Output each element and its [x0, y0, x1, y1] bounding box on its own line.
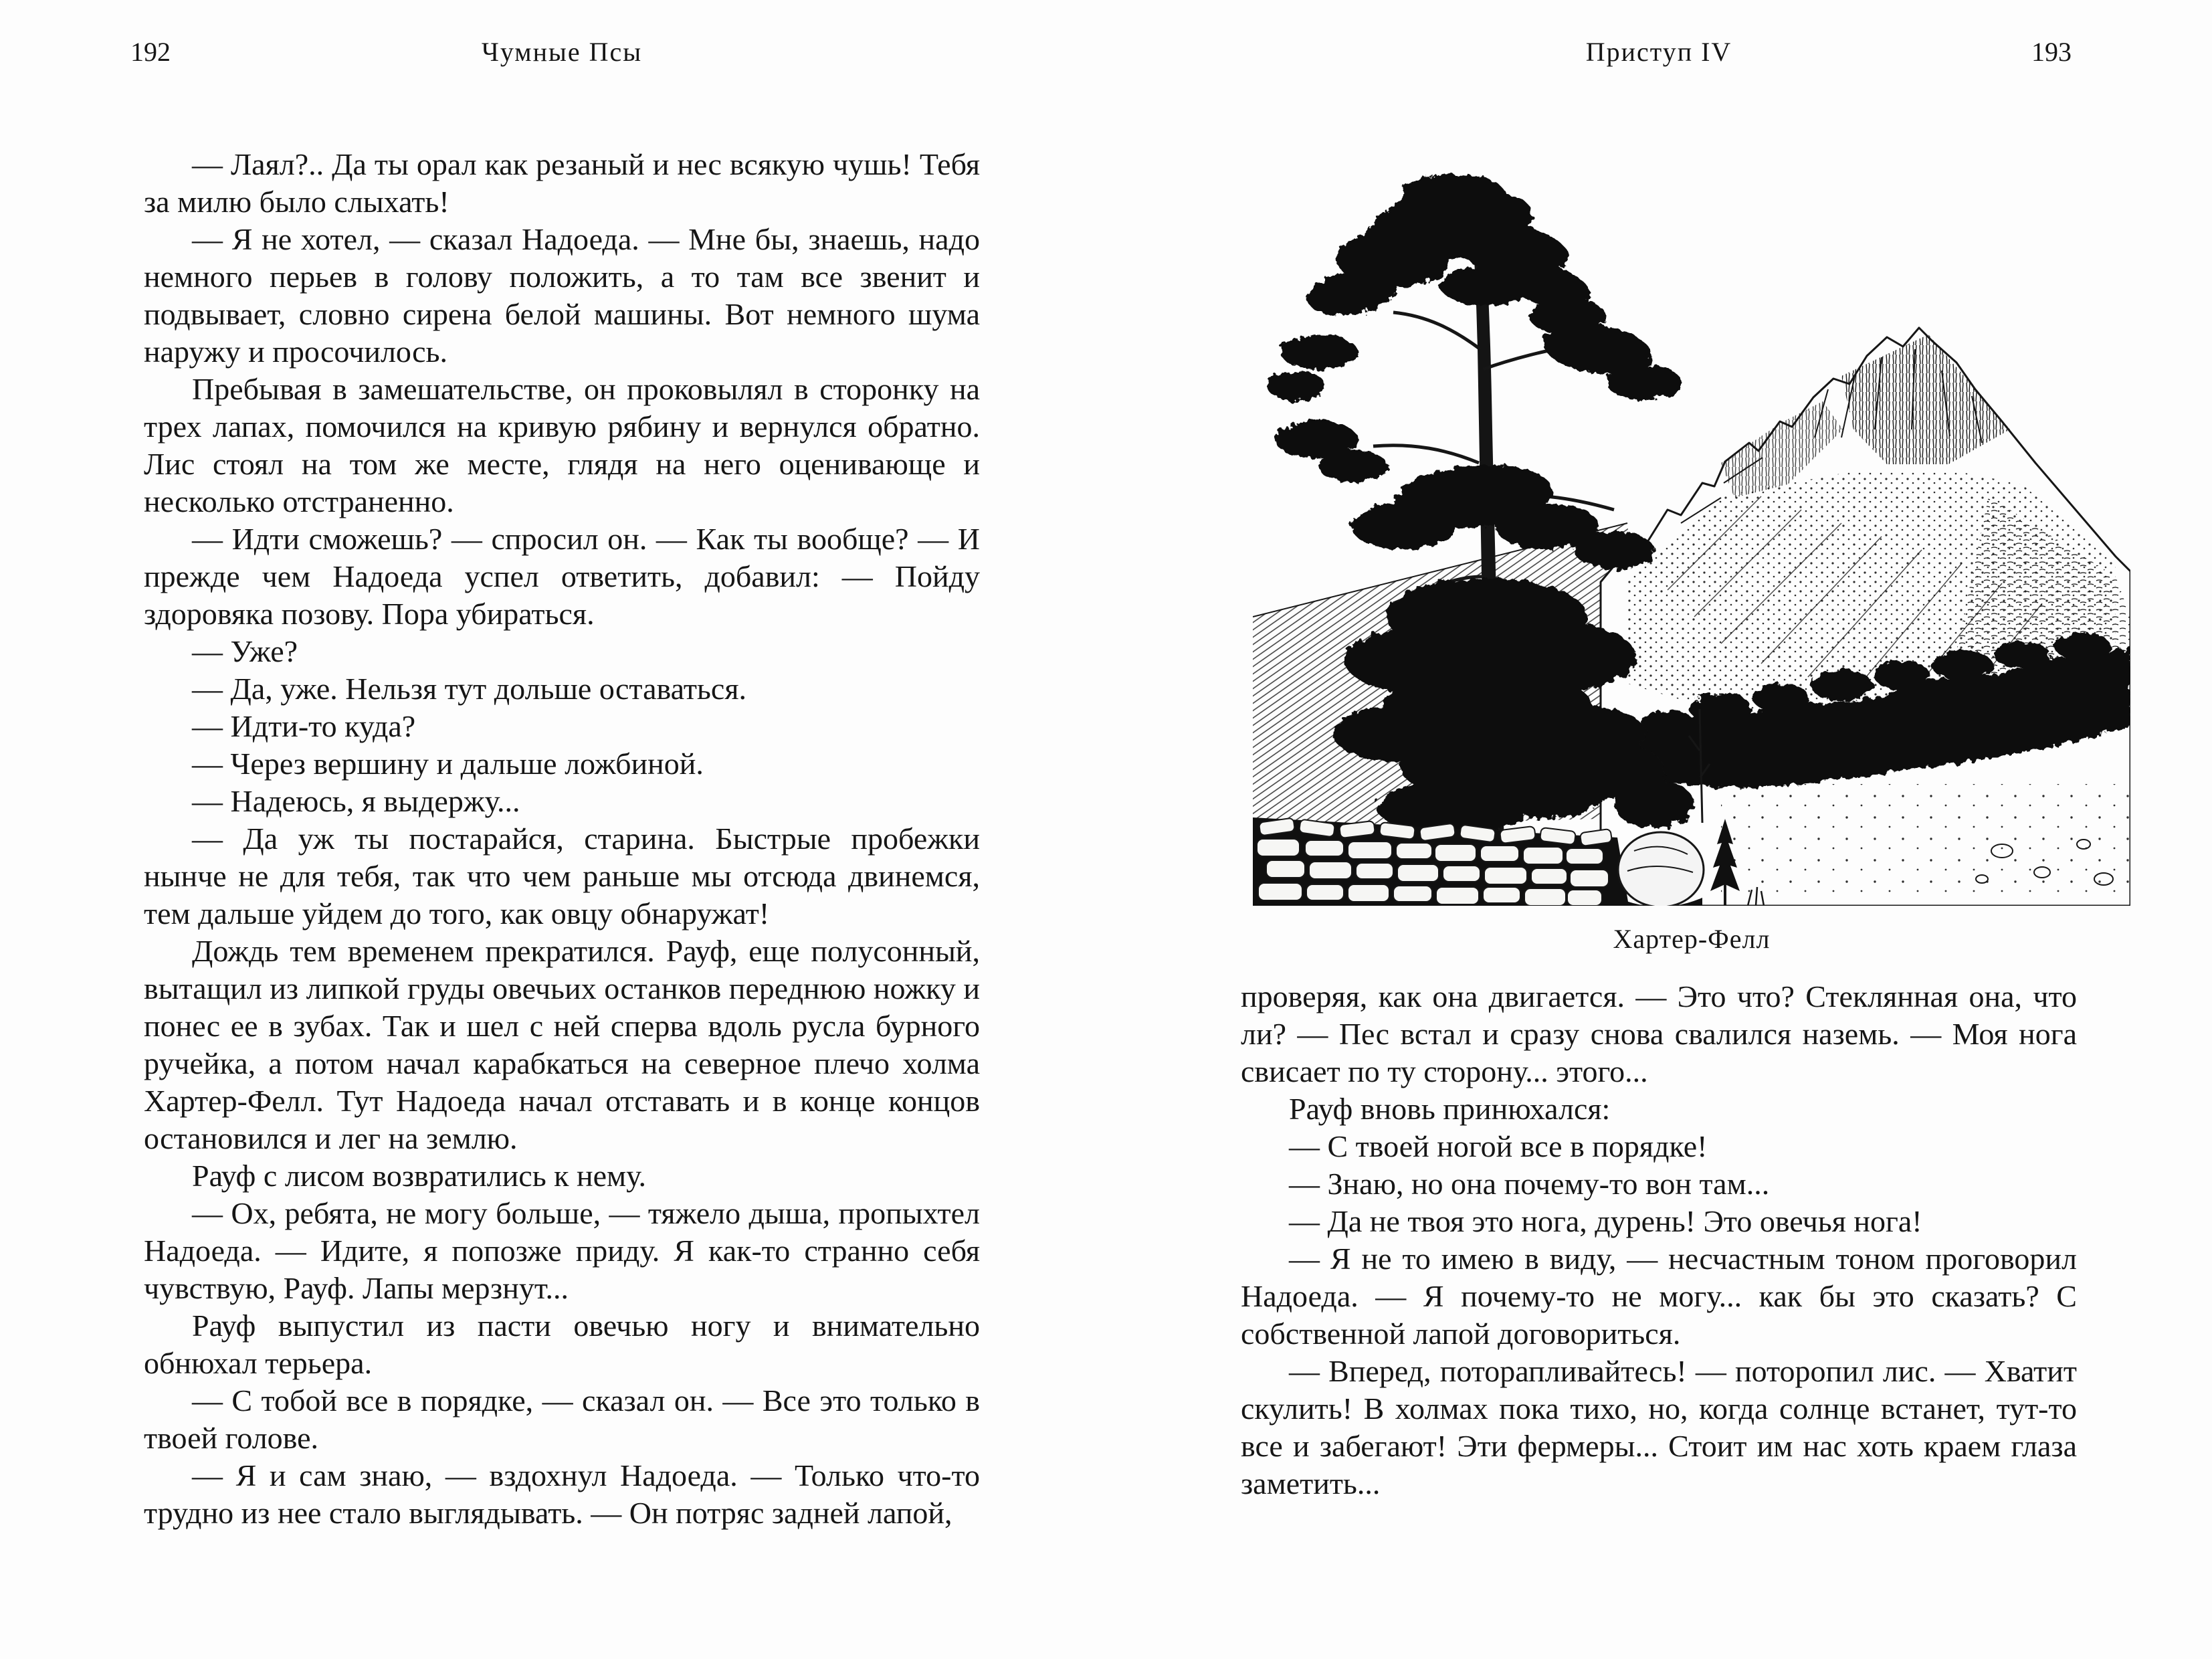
paragraph: — Идти-то куда? [192, 709, 416, 743]
illustration-caption: Хартер-Фелл [1613, 924, 1771, 954]
left-page-text [144, 146, 980, 1532]
paragraph: Дождь тем временем прекратился. Рауф, еще полусонный, вытащил из липкой груды овечьих останков переднюю ножку и понес ее в зубах. Так и шел с ней сперва вдоль русла бурного ручейка, а потом начал карабкаться на северное плечо холма Хартер-Фелл. Тут Надоеда начал отставать и в конце концов остановился и лег на землю. [144, 934, 980, 1155]
left-page [130, 0, 980, 1659]
paragraph: — Я и сам знаю, — вздохнул Надоеда. — Только что-то трудно из нее стало выглядывать. — Он потряс задней лапой, [144, 1458, 980, 1530]
foreground-path [1721, 784, 2130, 898]
paragraph: — Да, уже. Нельзя тут дольше оставаться. [192, 672, 746, 706]
paragraph: — Уже? [192, 634, 298, 668]
paragraph: — Надеюсь, я выдержу... [192, 784, 520, 818]
left-page-number: 192 [130, 37, 171, 67]
right-page-header [1241, 36, 2077, 71]
right-page-text [1241, 978, 2077, 1502]
paragraph: Рауф выпустил из пасти овечью ногу и внимательно обнюхал терьера. [144, 1308, 980, 1380]
boulder [1618, 832, 1704, 906]
harter-fell-illustration [1253, 149, 2130, 955]
paragraph: — Вперед, поторапливайтесь! — поторопил лис. — Хватит скулить! В холмах пока тихо, но, когда солнце встанет, тут-то все и забегают! Эти фермеры... Стоит им нас хоть краем глаза заметить... [1241, 1354, 2077, 1500]
paragraph: Рауф с лисом возвратились к нему. [192, 1159, 647, 1193]
paragraph: Пребывая в замешательстве, он проковылял в сторонку на трех лапах, помочился на кривую рябину и вернулся обратно. Лис стоял на том же месте, глядя на него оценивающе и несколько отстраненно. [144, 372, 980, 518]
paragraph: Рауф вновь принюхался: [1289, 1092, 1611, 1126]
paragraph: — Я не то имею в виду, — несчастным тоном проговорил Надоеда. — Я почему-то не могу... как бы это сказать? С собственной лапой договориться. [1241, 1242, 2077, 1351]
paragraph: — С тобой все в порядке, — сказал он. — Все это только в твоей голове. [144, 1383, 980, 1455]
paragraph: — С твоей ногой все в порядке! [1289, 1129, 1708, 1163]
paragraph: — Да уж ты постарайся, старина. Быстрые пробежки нынче не для тебя, так что чем раньше мы отсюда двинемся, тем дальше уйдем до того, как овцу обнаружат! [144, 821, 980, 931]
left-page-header [130, 36, 980, 71]
paragraph: — Идти сможешь? — спросил он. — Как ты вообще? — И прежде чем Надоеда успел ответить, добавил: — Пойду здоровяка позову. Пора убираться. [144, 522, 980, 631]
right-running-title: Приступ IV [1585, 37, 1732, 67]
left-running-title: Чумные Псы [481, 37, 643, 67]
paragraph: — Знаю, но она почему-то вон там... [1289, 1167, 1770, 1201]
paragraph: — Через вершину и дальше ложбиной. [192, 747, 704, 781]
paragraph: — Лаял?.. Да ты орал как резаный и нес всякую чушь! Тебя за милю было слыхать! [144, 147, 980, 219]
paragraph: — Я не хотел, — сказал Надоеда. — Мне бы, знаешь, надо немного перьев в голову положить, а то там все звенит и подвывает, словно сирена белой машины. Вот немного шума наружу и просочилось. [144, 222, 980, 369]
right-page [1241, 0, 2077, 1659]
paragraph: — Ох, ребята, не могу больше, — тяжело дыша, пропыхтел Надоеда. — Идите, я попозже приду. Я как-то странно себя чувствую, Рауф. Лапы мерзнут... [144, 1196, 980, 1305]
pen-ink-landscape-drawing [1253, 149, 2130, 906]
right-page-number: 193 [2031, 37, 2072, 67]
paragraph: — Да не твоя это нога, дурень! Это овечья нога! [1289, 1204, 1922, 1238]
paragraph: проверяя, как она двигается. — Это что? Стеклянная она, что ли? — Пес встал и сразу снова свалился наземь. — Моя нога свисает по ту сторону... этого... [1241, 979, 2077, 1088]
stone-wall [1253, 817, 1629, 906]
